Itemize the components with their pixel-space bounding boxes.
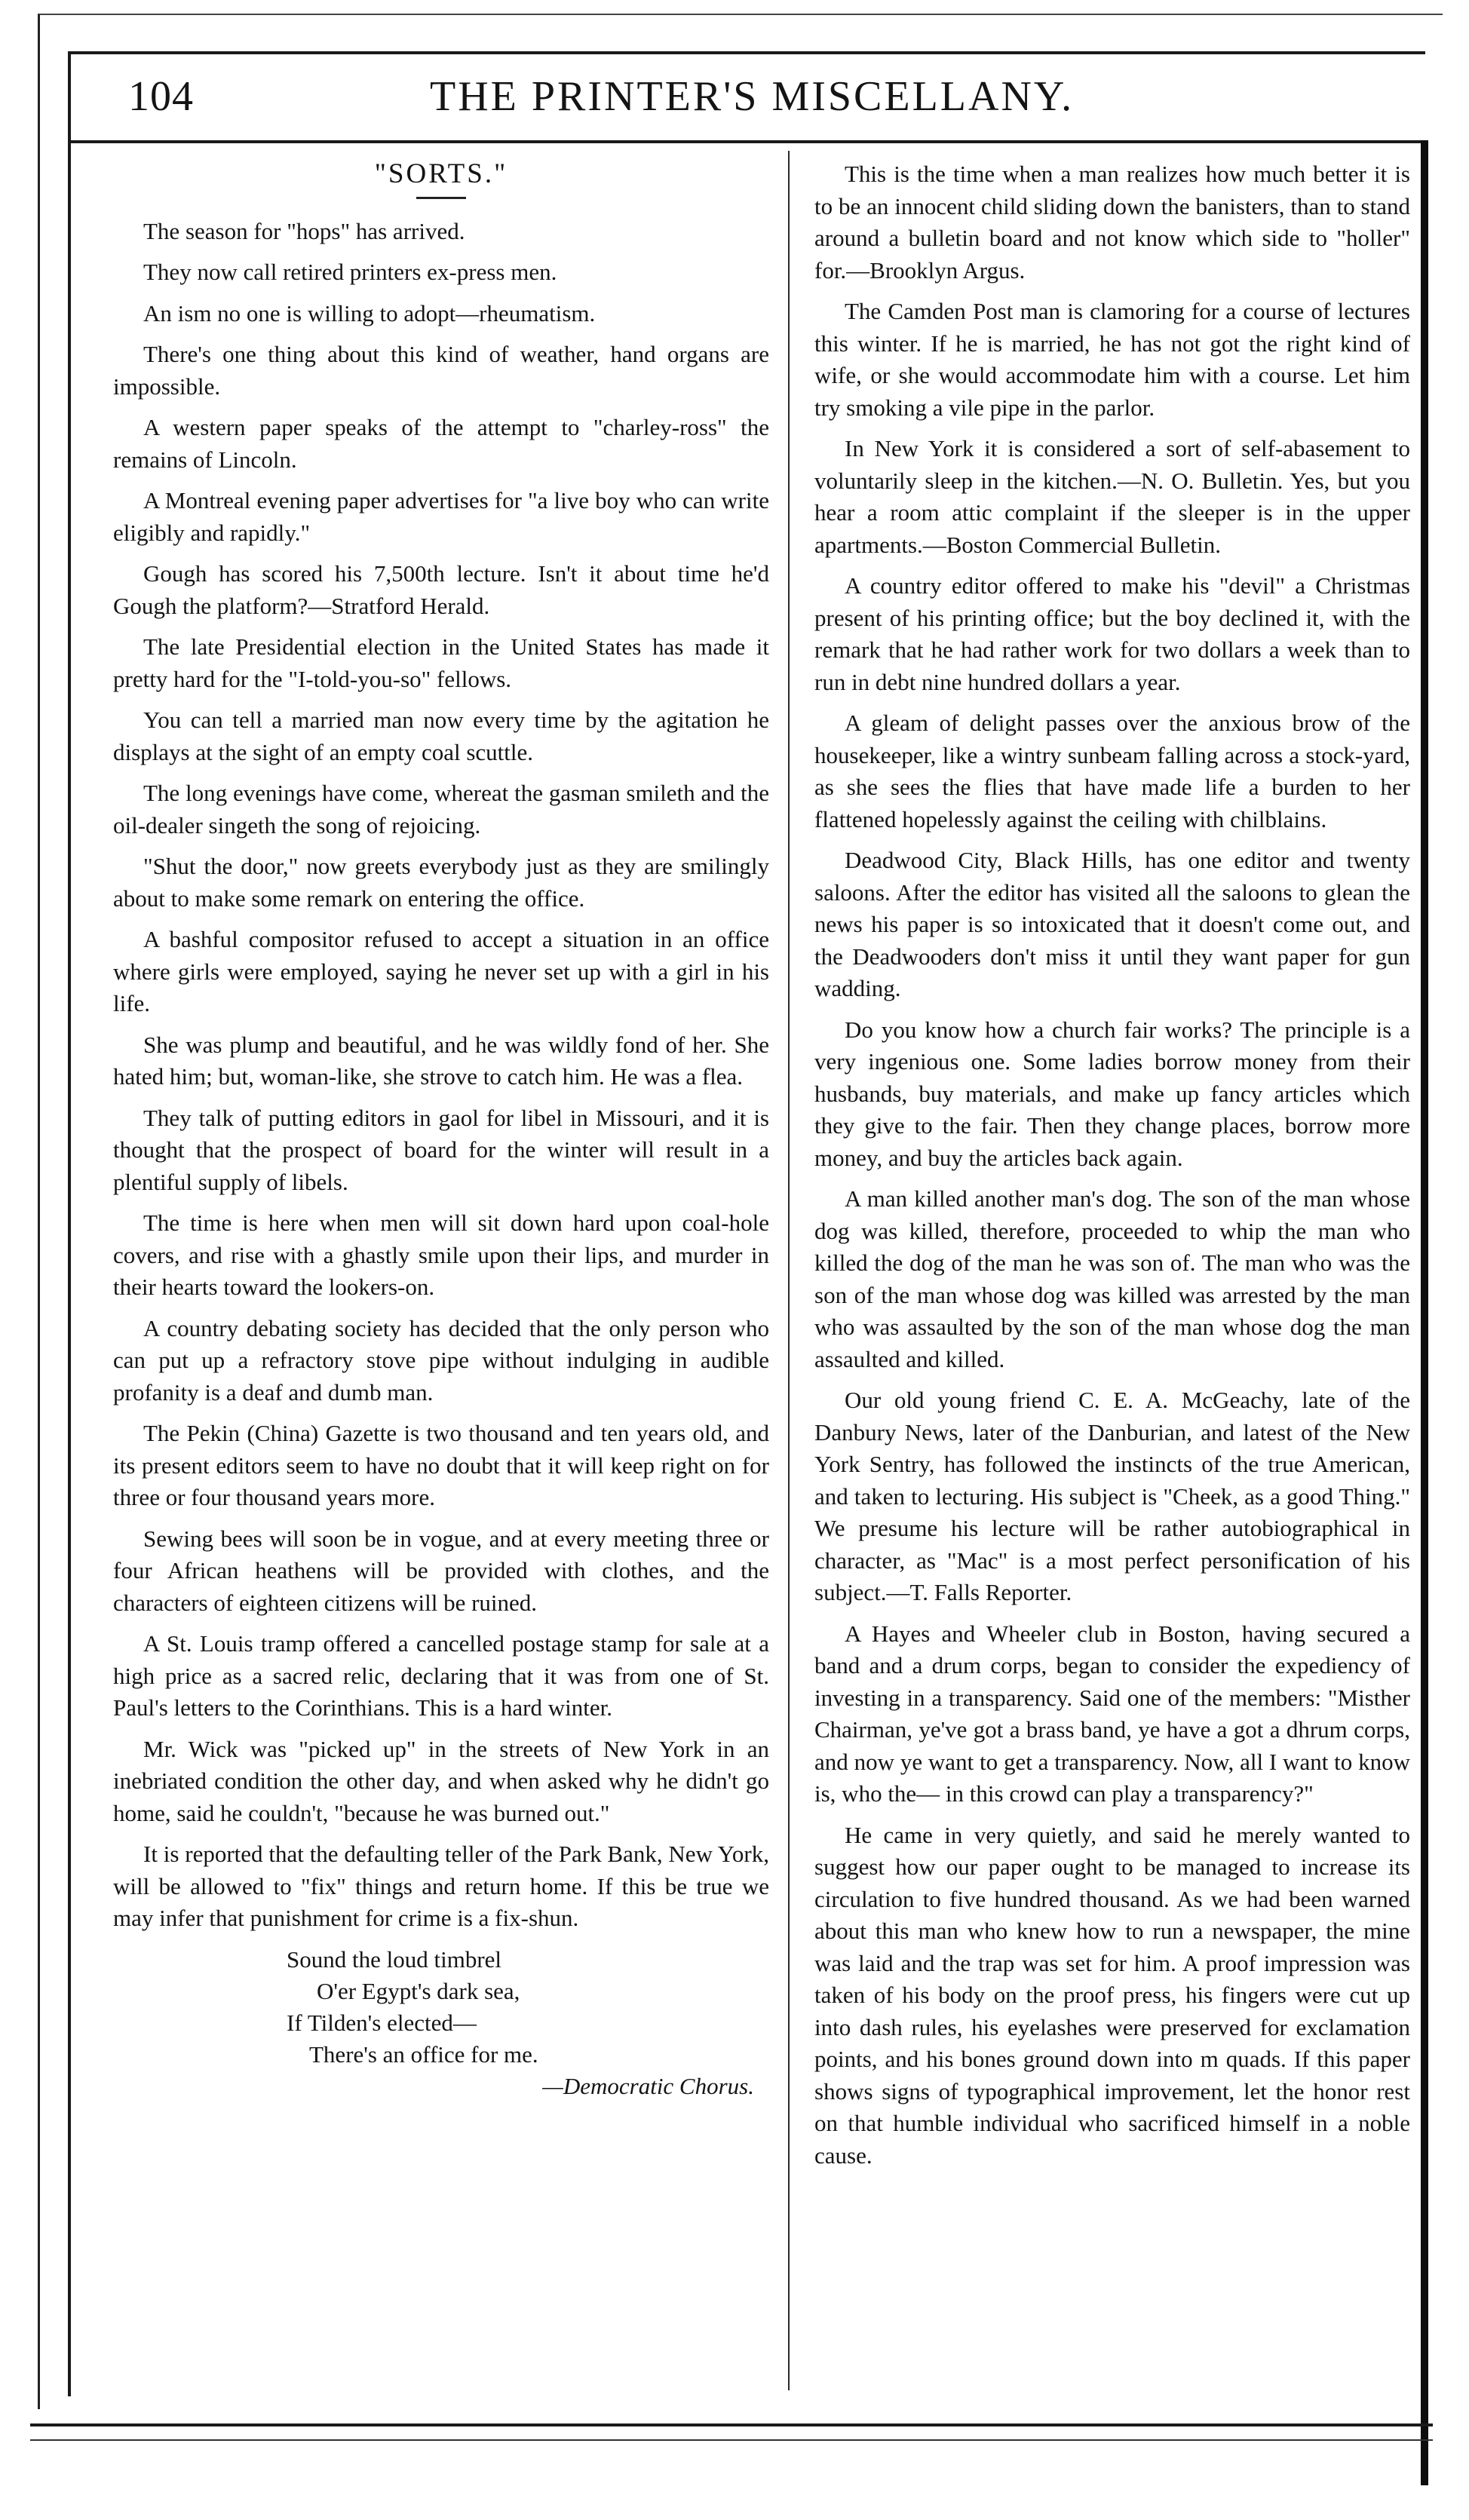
section-title: "SORTS." xyxy=(374,158,508,189)
paragraph: The Pekin (China) Gazette is two thousand and ten years old, and its present editors seem to have no doubt that it will keep right on for three or four thousand years more. xyxy=(113,1420,769,1510)
paragraph: Gough has scored his 7,500th lecture. Isn't it about time he'd Gough the platform?—Stratford Herald. xyxy=(113,560,769,619)
paragraph: A Montreal evening paper advertises for "a live boy who can write eligibly and rapidly." xyxy=(113,487,769,546)
poem-line: O'er Egypt's dark sea, xyxy=(317,1977,520,2004)
paragraph: Sewing bees will soon be in vogue, and at every meeting three or four African heathens will be provided with clothes, and the characters of eighteen citizens will be ruined. xyxy=(113,1525,769,1616)
paragraph: A western paper speaks of the attempt to "charley-ross" the remains of Lincoln. xyxy=(113,414,769,473)
left-column xyxy=(113,158,769,2102)
paragraph: Do you know how a church fair works? The principle is a very ingenious one. Some ladies borrow money from their husbands, buy materials, and make up fancy articles which they give to the fair. Then they change places, borrow more money, and buy the articles back again. xyxy=(814,1016,1410,1171)
paragraph: They now call retired printers ex-press men. xyxy=(143,259,557,285)
paragraph: A bashful compositor refused to accept a situation in an office where girls were employed, saying he never set up with a girl in his life. xyxy=(113,926,769,1016)
header-rule xyxy=(68,140,1425,143)
paragraph: She was plump and beautiful, and he was wildly fond of her. She hated him; but, woman-like, she strove to catch him. He was a flea. xyxy=(113,1031,769,1090)
left-rule xyxy=(68,51,71,2396)
right-column xyxy=(814,158,1410,2181)
paragraph: This is the time when a man realizes how much better it is to be an innocent child sliding down the banisters, than to stand around a bulletin board and not know which side to "holler" for.—Brooklyn Argus. xyxy=(814,161,1410,284)
bottom-rule-thin xyxy=(30,2439,1433,2441)
paragraph: The season for "hops" has arrived. xyxy=(143,217,465,244)
paragraph: There's one thing about this kind of weather, hand organs are impossible. xyxy=(113,341,769,400)
paragraph: In New York it is considered a sort of self-abasement to voluntarily sleep in the kitchen.—N. O. Bulletin. Yes, but you hear a room attic complaint if the sleeper is in the upper apartments.—Boston Commercial Bulletin. xyxy=(814,435,1410,558)
bottom-rule xyxy=(30,2423,1433,2426)
paragraph: The late Presidential election in the United States has made it pretty hard for the "I-told-you-so" fellows. xyxy=(113,633,769,692)
paragraph: The Camden Post man is clamoring for a course of lectures this winter. If he is married, he has not got the right kind of wife, or she would accommodate him with a course. Let him try smoking a vile pipe in the parlor. xyxy=(814,298,1410,421)
paragraph: A country debating society has decided that the only person who can put up a refractory stove pipe without indulging in audible profanity is a deaf and dumb man. xyxy=(113,1314,769,1406)
poem-credit xyxy=(113,2071,769,2102)
paragraph: He came in very quietly, and said he merely wanted to suggest how our paper ought to be managed to increase its circulation to five hundred thousand. As we had been warned about this man who knew how to run a newspaper, the mine was laid and the trap was set for him. A proof impression was taken of his body on the proof press, his fingers were cut up into dash rules, his eyelashes were preserved for exclamation points, and his bones ground down into m quads. If this paper shows signs of typographical improvement, let the honor rest on that humble individual who sacrificed himself in a noble cause. xyxy=(814,1821,1410,2169)
poem xyxy=(113,1944,769,2102)
paragraph: It is reported that the defaulting teller of the Park Bank, New York, will be allowed to "fix" things and return home. If this be true we may infer that punishment for crime is a fix-shun. xyxy=(113,1841,769,1931)
paragraph: "Shut the door," now greets everybody just as they are smilingly about to make some remark on entering the office. xyxy=(113,853,769,912)
page-number: 104 xyxy=(128,73,194,120)
paragraph: A St. Louis tramp offered a cancelled postage stamp for sale at a high price as a sacred relic, declaring that it was from one of St. Paul's letters to the Corinthians. This is a hard winter. xyxy=(113,1630,769,1721)
paragraph: A country editor offered to make his "devil" a Christmas present of his printing office; but the boy declined it, with the remark that he had rather work for two dollars a week than to run in debt nine hundred dollars a year. xyxy=(814,572,1410,695)
page-title: THE PRINTER'S MISCELLANY. xyxy=(430,73,1075,120)
paragraph: You can tell a married man now every time by the agitation he displays at the sight of an empty coal scuttle. xyxy=(113,707,769,765)
poem-line: There's an office for me. xyxy=(309,2040,538,2068)
paragraph: A man killed another man's dog. The son of the man whose dog was killed, therefore, proceeded to whip the man who killed the dog of the man he was son of. The man who was the son of the man whose dog was killed was arrested by the man who was assaulted by the son of the man whose dog the man assaulted and killed. xyxy=(814,1185,1410,1372)
poem-line: If Tilden's elected— xyxy=(287,2009,477,2036)
right-rule xyxy=(1421,140,1428,2485)
paragraph: Our old young friend C. E. A. McGeachy, late of the Danbury News, later of the Danburian, and latest of the New York Sentry, has followed the instincts of the true American, and taken to lecturing. His subject is "Cheek, as a good Thing." We presume his lecture will be rather autobiographical in character, as "Mac" is a most perfect personification of his subject.—T. Falls Reporter. xyxy=(814,1387,1410,1605)
paragraph: A gleam of delight passes over the anxious brow of the housekeeper, like a wintry sunbeam falling across a stock-yard, as she sees the flies that have made life a burden to her flattened hopelessly against the ceiling with chilblains. xyxy=(814,710,1410,832)
paragraph: An ism no one is willing to adopt—rheumatism. xyxy=(143,299,596,326)
paragraph: They talk of putting editors in gaol for libel in Missouri, and it is thought that the prospect of board for the winter will result in a plentiful supply of libels. xyxy=(113,1104,769,1195)
column-divider xyxy=(788,151,790,2390)
title-rule xyxy=(416,197,466,199)
paragraph: The long evenings have come, whereat the gasman smileth and the oil-dealer singeth the song of rejoicing. xyxy=(113,780,769,838)
paragraph: Mr. Wick was "picked up" in the streets of New York in an inebriated condition the other day, and when asked why he didn't go home, said he couldn't, "because he was burned out." xyxy=(113,1735,769,1826)
poem-line: Sound the loud timbrel xyxy=(287,1945,502,1973)
paragraph: Deadwood City, Black Hills, has one editor and twenty saloons. After the editor has visited all the saloons to glean the news his paper is so intoxicated that it doesn't come out, and the Deadwooders don't miss it until they want paper for gun wadding. xyxy=(814,847,1410,1001)
paragraph: A Hayes and Wheeler club in Boston, having secured a band and a drum corps, began to consider the expediency of investing in a transparency. Said one of the members: "Misther Chairman, ye've got a brass band, ye have a got a dhrum corps, and now ye want to get a transparency. Now, all I want to know is, who the— in this crowd can play a transparency?" xyxy=(814,1620,1410,1807)
paragraph: The time is here when men will sit down hard upon coal-hole covers, and rise with a ghastly smile upon their lips, and murder in their hearts toward the lookers-on. xyxy=(113,1209,769,1300)
top-rule xyxy=(68,51,1425,54)
poem-credit-text: —Democratic Chorus. xyxy=(542,2072,754,2099)
